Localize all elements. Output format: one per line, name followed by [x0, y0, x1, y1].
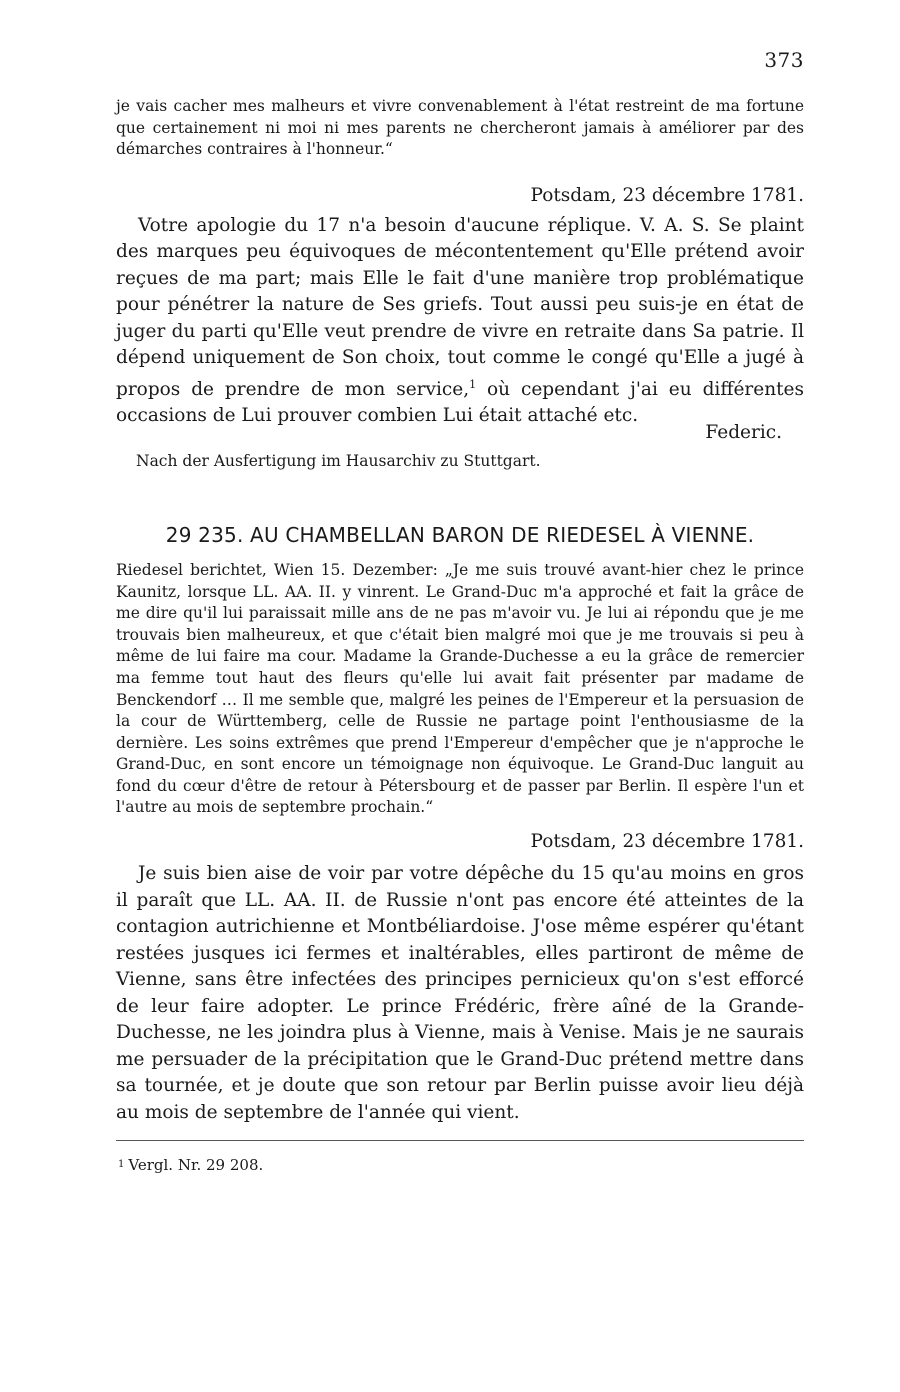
dateline: Potsdam, 23 décembre 1781. — [530, 831, 804, 853]
continued-quote-paragraph: je vais cacher mes malheurs et vivre convenablement à l'état restreint de ma fortune que certainement ni moi ni mes parents ne chercheront jamais à améliorer par des démarches contraires à l'honneur.“ — [116, 97, 804, 159]
footnote-text: Vergl. Nr. 29 208. — [128, 1156, 264, 1175]
document-heading: 29 235. AU CHAMBELLAN BARON DE RIEDESEL À VIENNE. — [165, 522, 755, 547]
letter-body-part2: où cependant j'ai eu différentes occasions de Lui prouver combien Lui était attaché etc. — [116, 378, 804, 427]
letter-body-part1: Votre apologie du 17 n'a besoin d'aucune réplique. V. A. S. Se plaint des marques peu équivoques de mécontentement qu'Elle prétend avoir reçues de ma part; mais Elle le fait d'une manière trop problématique pour pénétrer la nature de Ses griefs. Tout aussi peu suis-je en état de juger du parti qu'Elle veut prendre de vivre en retraite dans Sa patrie. Il dépend uniquement de Son choix, tout comme le congé qu'Elle a jugé à propos de prendre de mon service, — [116, 214, 804, 400]
letter-body: Je suis bien aise de voir par votre dépêche du 15 qu'au moins en gros il paraît que LL. AA. II. de Russie n'ont pas encore été atteintes de la contagion autrichienne et Montbéliardoise. J'ose même espérer qu'étant restées jusques ici fermes et inaltérables, elles partiront de même de Vienne, sans être infectées des principes pernicieux qu'on s'est efforcé de leur faire adopter. Le prince Frédéric, frère aîné de la Grande-Duchesse, ne les joindra plus à Vienne, mais à Venise. Mais je ne saurais me persuader de la précipitation que le Grand-Duc prétend mettre dans sa tournée, et je doute que son retour par Berlin puisse avoir lieu déjà au mois de septembre de l'année qui vient. — [116, 863, 804, 1123]
footnote — [118, 1155, 804, 1175]
report-summary: Riedesel berichtet, Wien 15. Dezember: „Je me suis trouvé avant-hier chez le prince Kaunitz, lorsque LL. AA. II. y vinrent. Le Grand-Duc m'a approché et fait la grâce de me dire qu'il lui paraissait mille ans de ne pas m'avoir vu. Je lui ai répondu que je me trouvais bien malheureux, et que c'était bien malgré moi que je me trouvais si peu à même de lui faire ma cour. Madame la Grande-Duchesse a eu la grâce de remercier ma femme tout haut des fleurs qu'elle lui avait fait présenter par madame de Benckendorf … Il me semble que, malgré les peines de l'Empereur et la persuasion de la cour de Württemberg, celle de Russie ne partage point l'enthousiasme de la dernière. Les soins extrêmes que prend l'Empereur d'empêcher que je n'approche le Grand-Duc, en sont encore un témoignage non équivoque. Le Grand-Duc languit au fond du cœur d'être de retour à Pétersbourg et de passer par Berlin. Il espère l'un et l'autre au mois de septembre prochain.“ — [116, 560, 804, 817]
letter-body — [116, 213, 804, 430]
dateline: Potsdam, 23 décembre 1781. — [530, 184, 804, 206]
footnote-reference: 1 — [469, 377, 477, 391]
footnote-mark: 1 — [118, 1159, 125, 1171]
source-note: Nach der Ausfertigung im Hausarchiv zu Stuttgart. — [136, 451, 541, 470]
page-content — [116, 96, 804, 1175]
signature: Federic. — [705, 421, 782, 443]
page-number: 373 — [764, 48, 804, 72]
footnote-divider — [116, 1140, 804, 1141]
